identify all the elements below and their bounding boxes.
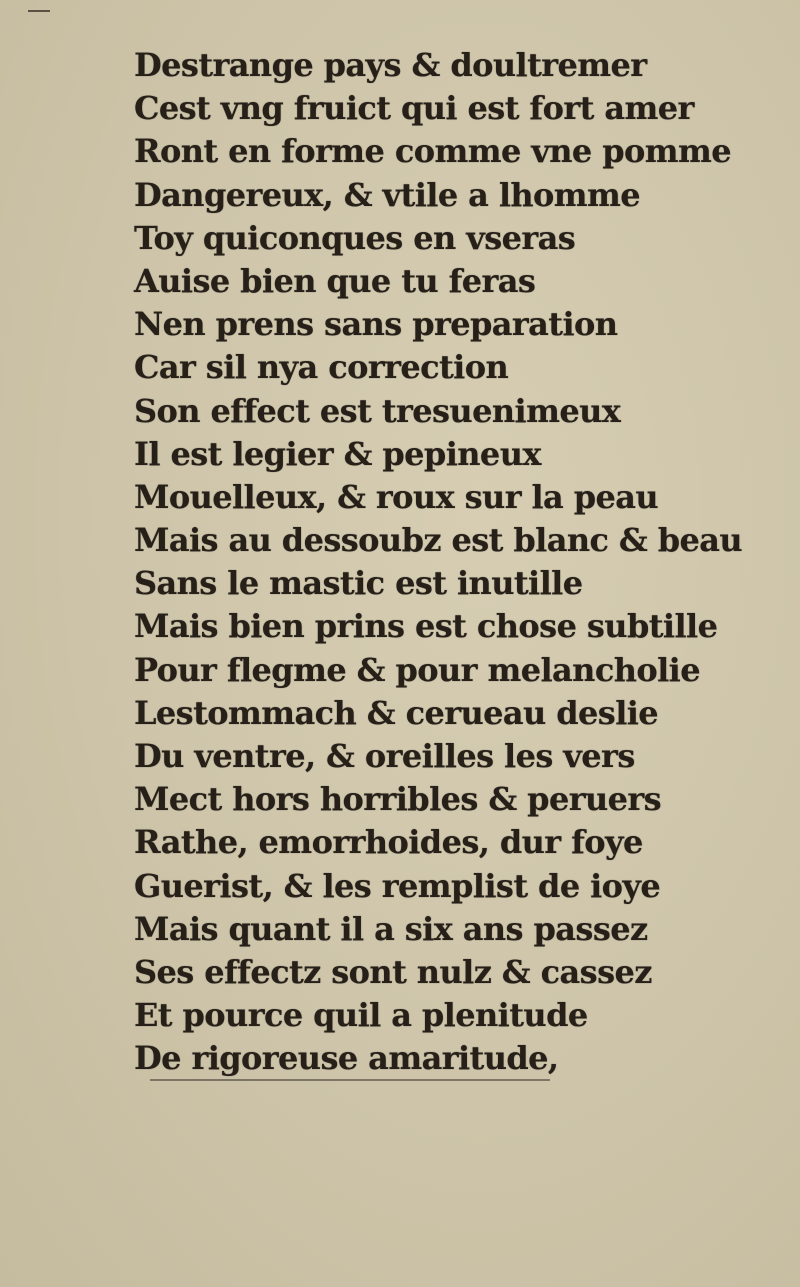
verse-line: Sans le mastic est inutille: [134, 564, 583, 603]
verse-line: Mais bien prins est chose subtille: [134, 607, 718, 646]
text-underline-rule: [150, 1079, 550, 1081]
verse-line: Auise bien que tu feras: [134, 261, 536, 300]
verse-line: Ses effectz sont nulz & cassez: [134, 952, 652, 991]
verse-line: Et pource quil a plenitude: [134, 996, 588, 1035]
verse-line: Rathe, emorrhoides, dur foye: [134, 823, 643, 862]
verse-line: De rigoreuse amaritude,: [134, 1039, 559, 1078]
verse-line: Du ventre, & oreilles les vers: [134, 737, 635, 775]
verse-line: Pour flegme & pour melancholie: [134, 650, 700, 689]
verse-line: Lestommach & cerueau deslie: [134, 693, 659, 732]
verse-line: Destrange pays & doultremer: [134, 46, 647, 84]
verse-line: Car sil nya correction: [134, 348, 509, 387]
verse-line: Ront en forme comme vne pomme: [134, 132, 732, 171]
verse-line: Nen prens sans preparation: [134, 305, 618, 344]
verse-line: Guerist, & les remplist de ioye: [134, 866, 661, 905]
verse-line: Mect hors horribles & peruers: [134, 780, 662, 819]
page-edge-mark: [28, 10, 50, 12]
verse-line: Cest vng fruict qui est fort amer: [134, 89, 694, 128]
verse-line: Mais quant il a six ans passez: [134, 909, 648, 948]
verse-line: Il est legier & pepineux: [134, 434, 541, 473]
verse-line: Son effect est tresuenimeux: [134, 391, 621, 430]
verse-text: [134, 44, 774, 1081]
verse-line: Toy quiconques en vseras: [134, 218, 576, 257]
verse-line: Mouelleux, & roux sur la peau: [134, 477, 659, 516]
verse-line: Dangereux, & vtile a lhomme: [134, 175, 641, 214]
verse-line: Mais au dessoubz est blanc & beau: [134, 521, 743, 560]
